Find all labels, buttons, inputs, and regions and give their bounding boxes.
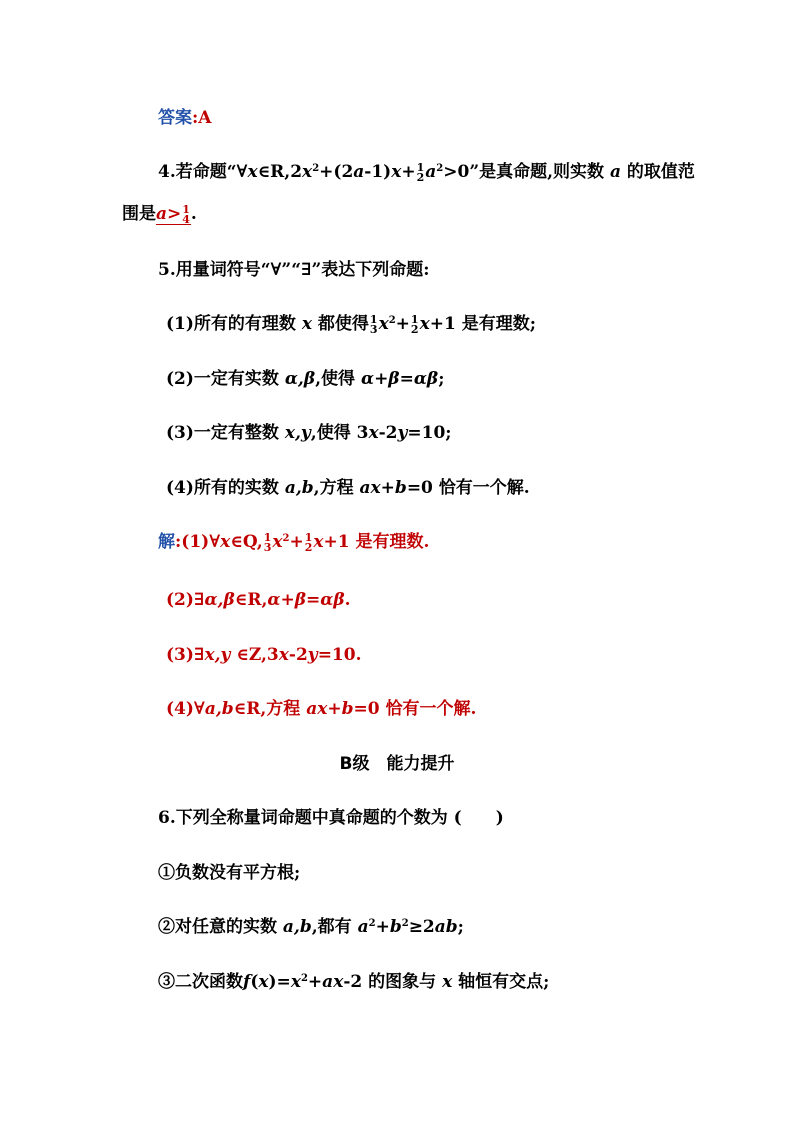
frac-den: 3 — [263, 540, 272, 554]
q5-item4-ax: a — [359, 478, 371, 498]
q6-o3-x2: x — [290, 972, 301, 992]
frac-num: 1 — [182, 202, 190, 216]
q4-line2-prefix: 围是 — [122, 204, 156, 224]
q6-o3-tail: 轴恒有交点; — [458, 972, 550, 992]
q4-ans-fraction — [182, 202, 190, 226]
q5-var-x2: x — [378, 314, 389, 334]
sol1-plus: + — [289, 532, 304, 552]
q6-o2-ab: ab — [434, 917, 458, 937]
section-b-heading: B级 能力提升 — [339, 754, 455, 774]
q6-title: 6.下列全称量词命题中真命题的个数为 ( ) — [158, 808, 504, 828]
q5-item3-eq: -2 — [378, 423, 398, 443]
q6-o2-end: ; — [457, 917, 464, 937]
q5-item2-vars: α,β — [284, 369, 316, 389]
solution-line3 — [166, 643, 362, 667]
q4-sup2: 2 — [436, 163, 444, 174]
solution-label: 解 — [158, 532, 175, 552]
q5-item4-tail: =0 恰有一个解. — [406, 478, 530, 498]
q4-text3: -1) — [364, 162, 392, 182]
q5-var-x: x — [301, 314, 312, 334]
sol1-sup: 2 — [282, 533, 290, 544]
sol3-x: x — [278, 645, 289, 665]
q5-item4-mid: ,方程 — [313, 478, 354, 498]
q5-item3-mid: ,使得 3 — [310, 423, 369, 443]
sol1-frac1 — [263, 530, 272, 554]
q5-item2 — [166, 367, 445, 391]
sol4-a: a — [306, 699, 318, 719]
solution-sep: : — [175, 532, 182, 552]
q5-item3-x: x — [368, 423, 379, 443]
q6-o3-sup: 2 — [300, 973, 308, 984]
q5-item1-tail: +1 是有理数; — [429, 314, 536, 334]
q5-sup: 2 — [388, 315, 396, 326]
sol3-y: y — [307, 645, 318, 665]
q6-option3: ③二次函数$f(x)=x^2+ax-2$ 的图象与 x 轴恒有交点; — [158, 972, 550, 992]
q5-item2-mid: ,使得 — [315, 369, 356, 389]
sol1-mid: ∈Q, — [230, 532, 263, 552]
q6-o2-mid: ,都有 — [311, 917, 352, 937]
q6-option2 — [158, 915, 464, 939]
q5-title: 5.用量词符号“∀”“∃”表达下列命题: — [158, 260, 430, 280]
q5-item3-vars: x,y — [284, 423, 311, 443]
q5-frac2 — [410, 312, 419, 336]
answer-label: 答案 — [158, 108, 192, 128]
answer-sep: : — [192, 108, 199, 128]
q4-ans-gt: > — [167, 204, 182, 224]
q4-plus: + — [401, 162, 416, 182]
q6-o2-vars: a,b — [282, 917, 312, 937]
sol2-vars: α,β — [204, 590, 235, 610]
sol1-x: x — [220, 532, 231, 552]
solution-line4 — [166, 697, 476, 721]
q6-o3-x: x — [258, 972, 269, 992]
sol3-vars: x,y — [204, 645, 231, 665]
sol4-plus: + — [327, 699, 342, 719]
q5-item1-mid: 都使得 — [317, 314, 369, 334]
frac-den: 2 — [304, 540, 313, 554]
q5-item3-end: =10; — [407, 423, 452, 443]
q5-item4-prefix: (4)所有的实数 — [166, 478, 279, 498]
solution-line2 — [166, 588, 351, 612]
sol4-x: x — [317, 699, 328, 719]
q6-o2-tail: ≥2 — [408, 917, 435, 937]
q4-var-a: a — [353, 162, 365, 182]
sol4-tail: =0 恰有一个解. — [353, 699, 477, 719]
frac-num: 1 — [304, 530, 313, 544]
q4-ans-a: a — [156, 204, 168, 224]
q4-answer — [156, 204, 191, 225]
sol1-x3: x — [313, 532, 324, 552]
sol2-prefix: (2)∃ — [166, 590, 205, 610]
q5-item4-plus: + — [380, 478, 395, 498]
q6-o2-sup2: 2 — [401, 918, 409, 929]
q6-o2-plus: + — [375, 917, 390, 937]
sol2-eq: α+β=αβ — [267, 590, 345, 610]
frac-den: 2 — [416, 170, 425, 184]
sol3-eq: -2 — [288, 645, 308, 665]
q5-var-x3: x — [419, 314, 430, 334]
q5-item4 — [166, 476, 530, 500]
sol1-x2: x — [272, 532, 283, 552]
q6-o3-prefix: ③二次函数 — [158, 972, 243, 992]
q6-o2-b: b — [389, 917, 402, 937]
sol3-mid: ∈Z,3 — [230, 645, 279, 665]
q4-var-a3: a — [609, 162, 621, 182]
q5-item2-eq: α+β=αβ — [360, 369, 439, 389]
q4-line2-end: . — [190, 204, 197, 224]
q6-o2-sup1: 2 — [368, 918, 376, 929]
solution-line1 — [158, 530, 429, 554]
q6-o3-a: a — [322, 972, 334, 992]
frac-den: 2 — [410, 322, 419, 336]
q6-o2-prefix: ②对任意的实数 — [158, 917, 277, 937]
q4-var-x: x — [247, 162, 258, 182]
sol1-tail: +1 是有理数. — [323, 532, 430, 552]
frac-num: 1 — [263, 530, 272, 544]
q4-fraction — [416, 160, 425, 184]
q6-o3-f: f — [243, 972, 251, 992]
q5-item2-end: ; — [438, 369, 445, 389]
answer-line — [158, 106, 211, 130]
q5-item1-prefix: (1)所有的有理数 — [166, 314, 296, 334]
sol2-mid: ∈R, — [234, 590, 268, 610]
q6-o3-x4: x — [442, 972, 453, 992]
q4-prefix: 4.若命题“∀ — [158, 162, 248, 182]
q6-o3-plus: + — [307, 972, 323, 992]
q4-var-x3: x — [391, 162, 402, 182]
q4-var-x2: x — [302, 162, 313, 182]
q5-item2-prefix: (2)一定有实数 — [166, 369, 279, 389]
sol3-end: =10. — [317, 645, 362, 665]
q6-o3-mid: 的图象与 — [368, 972, 437, 992]
q5-item3-y: y — [397, 423, 408, 443]
frac-den: 3 — [369, 322, 378, 336]
frac-num: 1 — [416, 160, 425, 174]
q6-o2-a: a — [357, 917, 369, 937]
q4-line2 — [122, 202, 197, 226]
q6-option1: ①负数没有平方根; — [158, 863, 301, 883]
sol4-vars: a,b — [204, 699, 234, 719]
q5-plus: + — [395, 314, 410, 334]
q4-text: ∈R,2 — [257, 162, 303, 182]
answer-value: A — [198, 108, 212, 128]
q6-o3-x3: x — [333, 972, 344, 992]
q4-tail2: 的取值范 — [626, 162, 695, 182]
q5-item4-x: x — [370, 478, 381, 498]
q5-item3 — [166, 421, 452, 445]
frac-num: 1 — [369, 312, 378, 326]
sol1-prefix: (1)∀ — [181, 532, 221, 552]
q5-item4-b: b — [394, 478, 407, 498]
sol3-prefix: (3)∃ — [166, 645, 205, 665]
q5-frac1 — [369, 312, 378, 336]
q5-item4-vars: a,b — [284, 478, 314, 498]
sol4-prefix: (4)∀ — [166, 699, 205, 719]
frac-num: 1 — [410, 312, 419, 326]
q4-text2: +(2 — [319, 162, 354, 182]
q5-item1 — [166, 312, 536, 336]
sol2-end: . — [344, 590, 351, 610]
q4-tail: >0”是真命题,则实数 — [443, 162, 605, 182]
sol1-frac2 — [304, 530, 313, 554]
q4-var-a2: a — [425, 162, 437, 182]
sol4-b: b — [341, 699, 354, 719]
sol4-mid: ∈R,方程 — [233, 699, 301, 719]
q5-item3-prefix: (3)一定有整数 — [166, 423, 279, 443]
q4-sup: 2 — [312, 163, 320, 174]
q4-line1 — [158, 160, 695, 184]
frac-den: 4 — [182, 212, 190, 226]
